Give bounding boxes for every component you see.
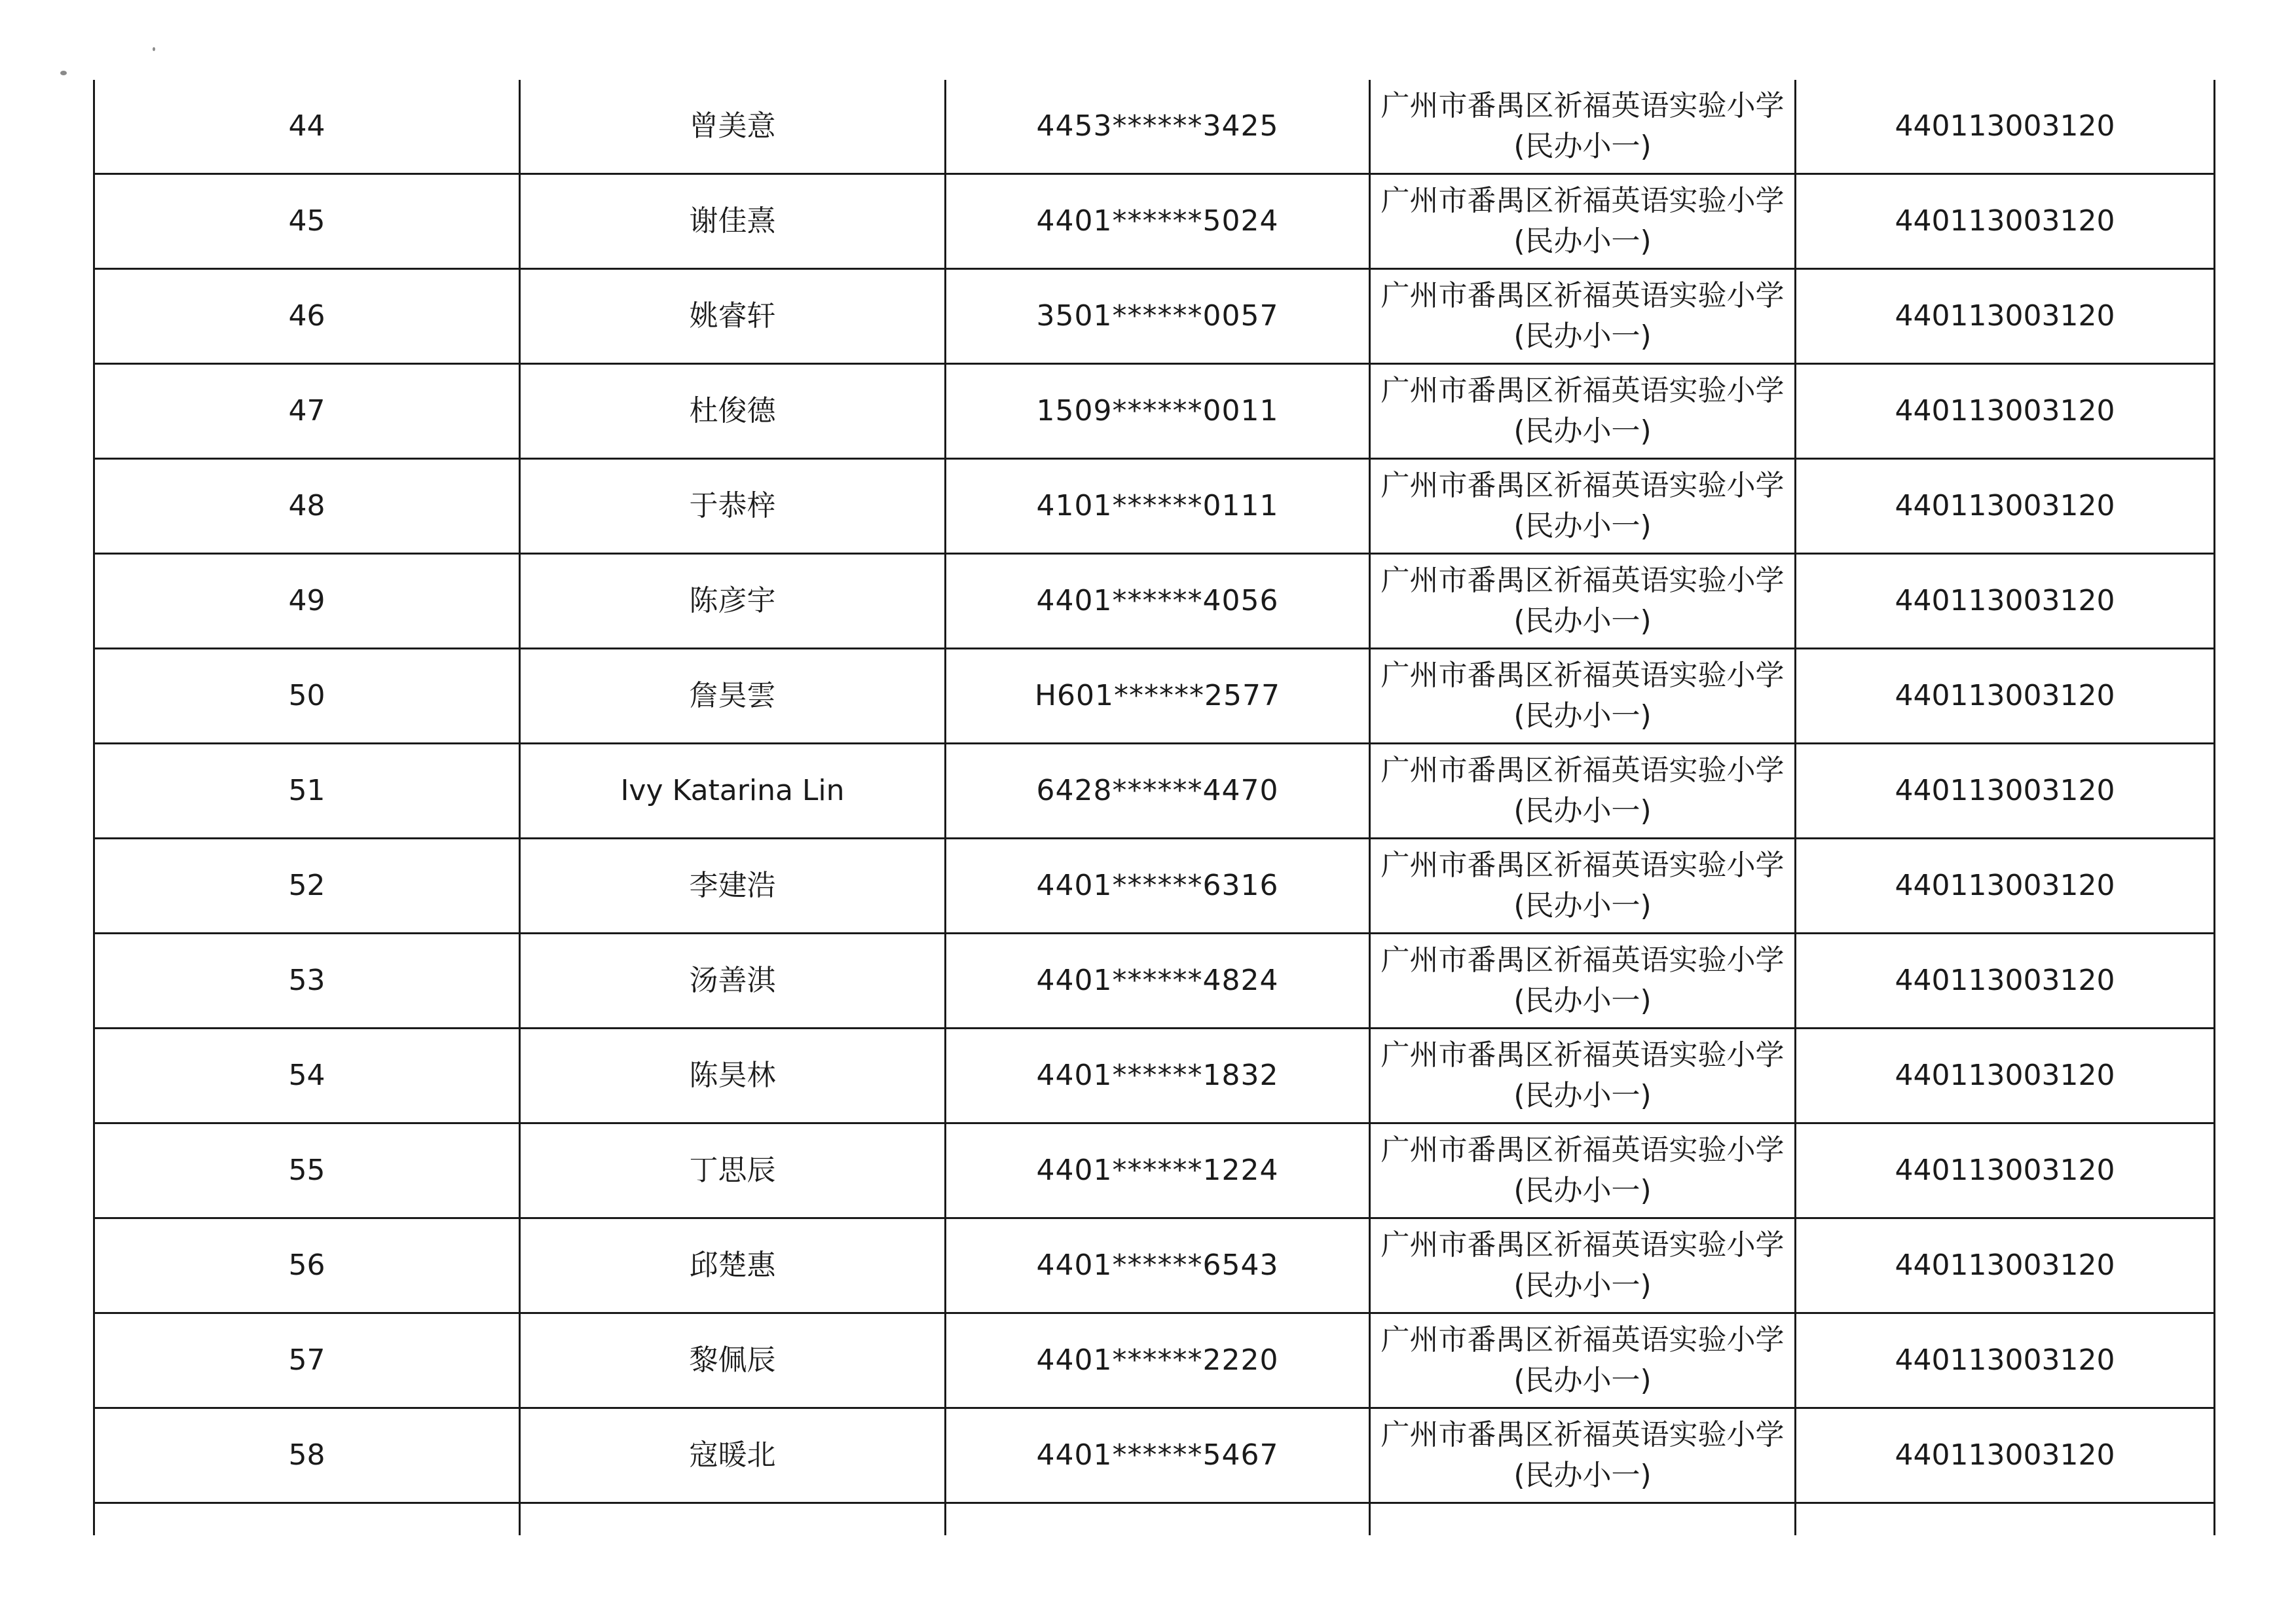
masked-id-number: 4101******0111 (946, 459, 1370, 554)
school-name (1370, 1218, 1796, 1313)
school-name-line1: 广州市番禺区祈福英语实验小学 (1380, 1038, 1785, 1072)
masked-id-number: H601******2577 (946, 649, 1370, 744)
table-row (94, 364, 2215, 459)
school-name-line2: (民办小一) (1513, 509, 1652, 543)
school-name-line2: (民办小一) (1513, 889, 1652, 922)
table-row (94, 839, 2215, 934)
masked-id-number: 4401******1832 (946, 1029, 1370, 1123)
school-name-line2: (民办小一) (1513, 319, 1652, 353)
row-number: 46 (94, 269, 520, 364)
scan-speck (153, 47, 155, 51)
school-name-line2: (民办小一) (1513, 1269, 1652, 1302)
school-name (1370, 839, 1796, 934)
school-code: 440113003120 (1796, 1408, 2215, 1503)
table-row (94, 1313, 2215, 1408)
school-name (1370, 554, 1796, 649)
school-name-line2: (民办小一) (1513, 699, 1652, 733)
student-name: 杜俊德 (520, 364, 946, 459)
student-name: 汤善淇 (520, 934, 946, 1029)
table-row (94, 744, 2215, 839)
school-code: 440113003120 (1796, 1313, 2215, 1408)
masked-id-number: 4401******1224 (946, 1123, 1370, 1218)
school-name (1370, 649, 1796, 744)
continuation-cell (1370, 1503, 1796, 1536)
school-code: 440113003120 (1796, 744, 2215, 839)
row-number: 48 (94, 459, 520, 554)
masked-id-number: 4401******4056 (946, 554, 1370, 649)
masked-id-number: 4401******6316 (946, 839, 1370, 934)
student-name: 李建浩 (520, 839, 946, 934)
table-row (94, 174, 2215, 269)
student-name: 黎佩辰 (520, 1313, 946, 1408)
table-row (94, 459, 2215, 554)
row-number: 52 (94, 839, 520, 934)
row-number: 45 (94, 174, 520, 269)
school-name-line1: 广州市番禺区祈福英语实验小学 (1380, 1228, 1785, 1262)
row-number: 55 (94, 1123, 520, 1218)
school-name (1370, 364, 1796, 459)
school-name-line1: 广州市番禺区祈福英语实验小学 (1380, 564, 1785, 597)
continuation-cell (946, 1503, 1370, 1536)
school-code: 440113003120 (1796, 80, 2215, 174)
school-name-line1: 广州市番禺区祈福英语实验小学 (1380, 184, 1785, 217)
table-row (94, 1123, 2215, 1218)
school-name (1370, 174, 1796, 269)
student-name: 丁思辰 (520, 1123, 946, 1218)
school-code: 440113003120 (1796, 1029, 2215, 1123)
school-code: 440113003120 (1796, 1123, 2215, 1218)
school-name-line1: 广州市番禺区祈福英语实验小学 (1380, 848, 1785, 882)
school-code: 440113003120 (1796, 1218, 2215, 1313)
table-continuation-stub (94, 1503, 2215, 1536)
student-name: 寇暖北 (520, 1408, 946, 1503)
school-name (1370, 744, 1796, 839)
row-number: 58 (94, 1408, 520, 1503)
table-row (94, 649, 2215, 744)
school-name (1370, 934, 1796, 1029)
row-number: 54 (94, 1029, 520, 1123)
student-name: 邱楚惠 (520, 1218, 946, 1313)
table-row (94, 80, 2215, 174)
school-code: 440113003120 (1796, 174, 2215, 269)
school-code: 440113003120 (1796, 459, 2215, 554)
student-name: 谢佳熹 (520, 174, 946, 269)
table-row (94, 269, 2215, 364)
row-number: 53 (94, 934, 520, 1029)
student-name: Ivy Katarina Lin (520, 744, 946, 839)
continuation-cell (1796, 1503, 2215, 1536)
school-name-line1: 广州市番禺区祈福英语实验小学 (1380, 374, 1785, 407)
continuation-cell (94, 1503, 520, 1536)
table-row (94, 934, 2215, 1029)
school-code: 440113003120 (1796, 364, 2215, 459)
student-name: 曾美意 (520, 80, 946, 174)
masked-id-number: 6428******4470 (946, 744, 1370, 839)
masked-id-number: 1509******0011 (946, 364, 1370, 459)
school-name (1370, 459, 1796, 554)
row-number: 56 (94, 1218, 520, 1313)
table-row (94, 1408, 2215, 1503)
row-number: 50 (94, 649, 520, 744)
row-number: 44 (94, 80, 520, 174)
student-name: 于恭梓 (520, 459, 946, 554)
school-name (1370, 269, 1796, 364)
student-name: 陈昊林 (520, 1029, 946, 1123)
school-name-line2: (民办小一) (1513, 984, 1652, 1017)
school-name (1370, 80, 1796, 174)
table-row (94, 554, 2215, 649)
student-name: 姚睿轩 (520, 269, 946, 364)
row-number: 57 (94, 1313, 520, 1408)
masked-id-number: 4401******2220 (946, 1313, 1370, 1408)
school-name-line1: 广州市番禺区祈福英语实验小学 (1380, 1323, 1785, 1357)
continuation-cell (520, 1503, 946, 1536)
school-code: 440113003120 (1796, 554, 2215, 649)
school-name-line2: (民办小一) (1513, 414, 1652, 448)
school-name (1370, 1408, 1796, 1503)
school-name-line2: (民办小一) (1513, 225, 1652, 258)
masked-id-number: 4401******5024 (946, 174, 1370, 269)
masked-id-number: 4401******6543 (946, 1218, 1370, 1313)
table-row (94, 1218, 2215, 1313)
school-code: 440113003120 (1796, 649, 2215, 744)
school-name-line1: 广州市番禺区祈福英语实验小学 (1380, 1418, 1785, 1451)
row-number: 51 (94, 744, 520, 839)
school-name-line2: (民办小一) (1513, 1459, 1652, 1492)
school-name (1370, 1029, 1796, 1123)
school-code: 440113003120 (1796, 934, 2215, 1029)
school-name (1370, 1313, 1796, 1408)
table-row (94, 1029, 2215, 1123)
school-name-line2: (民办小一) (1513, 794, 1652, 828)
scan-speck (60, 71, 67, 75)
school-name-line2: (民办小一) (1513, 1364, 1652, 1397)
student-name: 詹昊雲 (520, 649, 946, 744)
school-name (1370, 1123, 1796, 1218)
school-name-line1: 广州市番禺区祈福英语实验小学 (1380, 1133, 1785, 1167)
row-number: 49 (94, 554, 520, 649)
school-name-line1: 广州市番禺区祈福英语实验小学 (1380, 754, 1785, 787)
row-number: 47 (94, 364, 520, 459)
school-code: 440113003120 (1796, 839, 2215, 934)
admission-roster-table (93, 80, 2215, 1535)
school-name-line1: 广州市番禺区祈福英语实验小学 (1380, 943, 1785, 977)
school-name-line1: 广州市番禺区祈福英语实验小学 (1380, 89, 1785, 122)
school-name-line2: (民办小一) (1513, 604, 1652, 638)
masked-id-number: 4401******4824 (946, 934, 1370, 1029)
masked-id-number: 4453******3425 (946, 80, 1370, 174)
masked-id-number: 3501******0057 (946, 269, 1370, 364)
school-name-line1: 广州市番禺区祈福英语实验小学 (1380, 659, 1785, 692)
school-name-line2: (民办小一) (1513, 130, 1652, 163)
student-name: 陈彦宇 (520, 554, 946, 649)
school-name-line1: 广州市番禺区祈福英语实验小学 (1380, 279, 1785, 312)
school-name-line2: (民办小一) (1513, 1174, 1652, 1207)
school-code: 440113003120 (1796, 269, 2215, 364)
school-name-line2: (民办小一) (1513, 1079, 1652, 1112)
school-name-line1: 广州市番禺区祈福英语实验小学 (1380, 469, 1785, 502)
roster-body (94, 80, 2215, 1535)
masked-id-number: 4401******5467 (946, 1408, 1370, 1503)
